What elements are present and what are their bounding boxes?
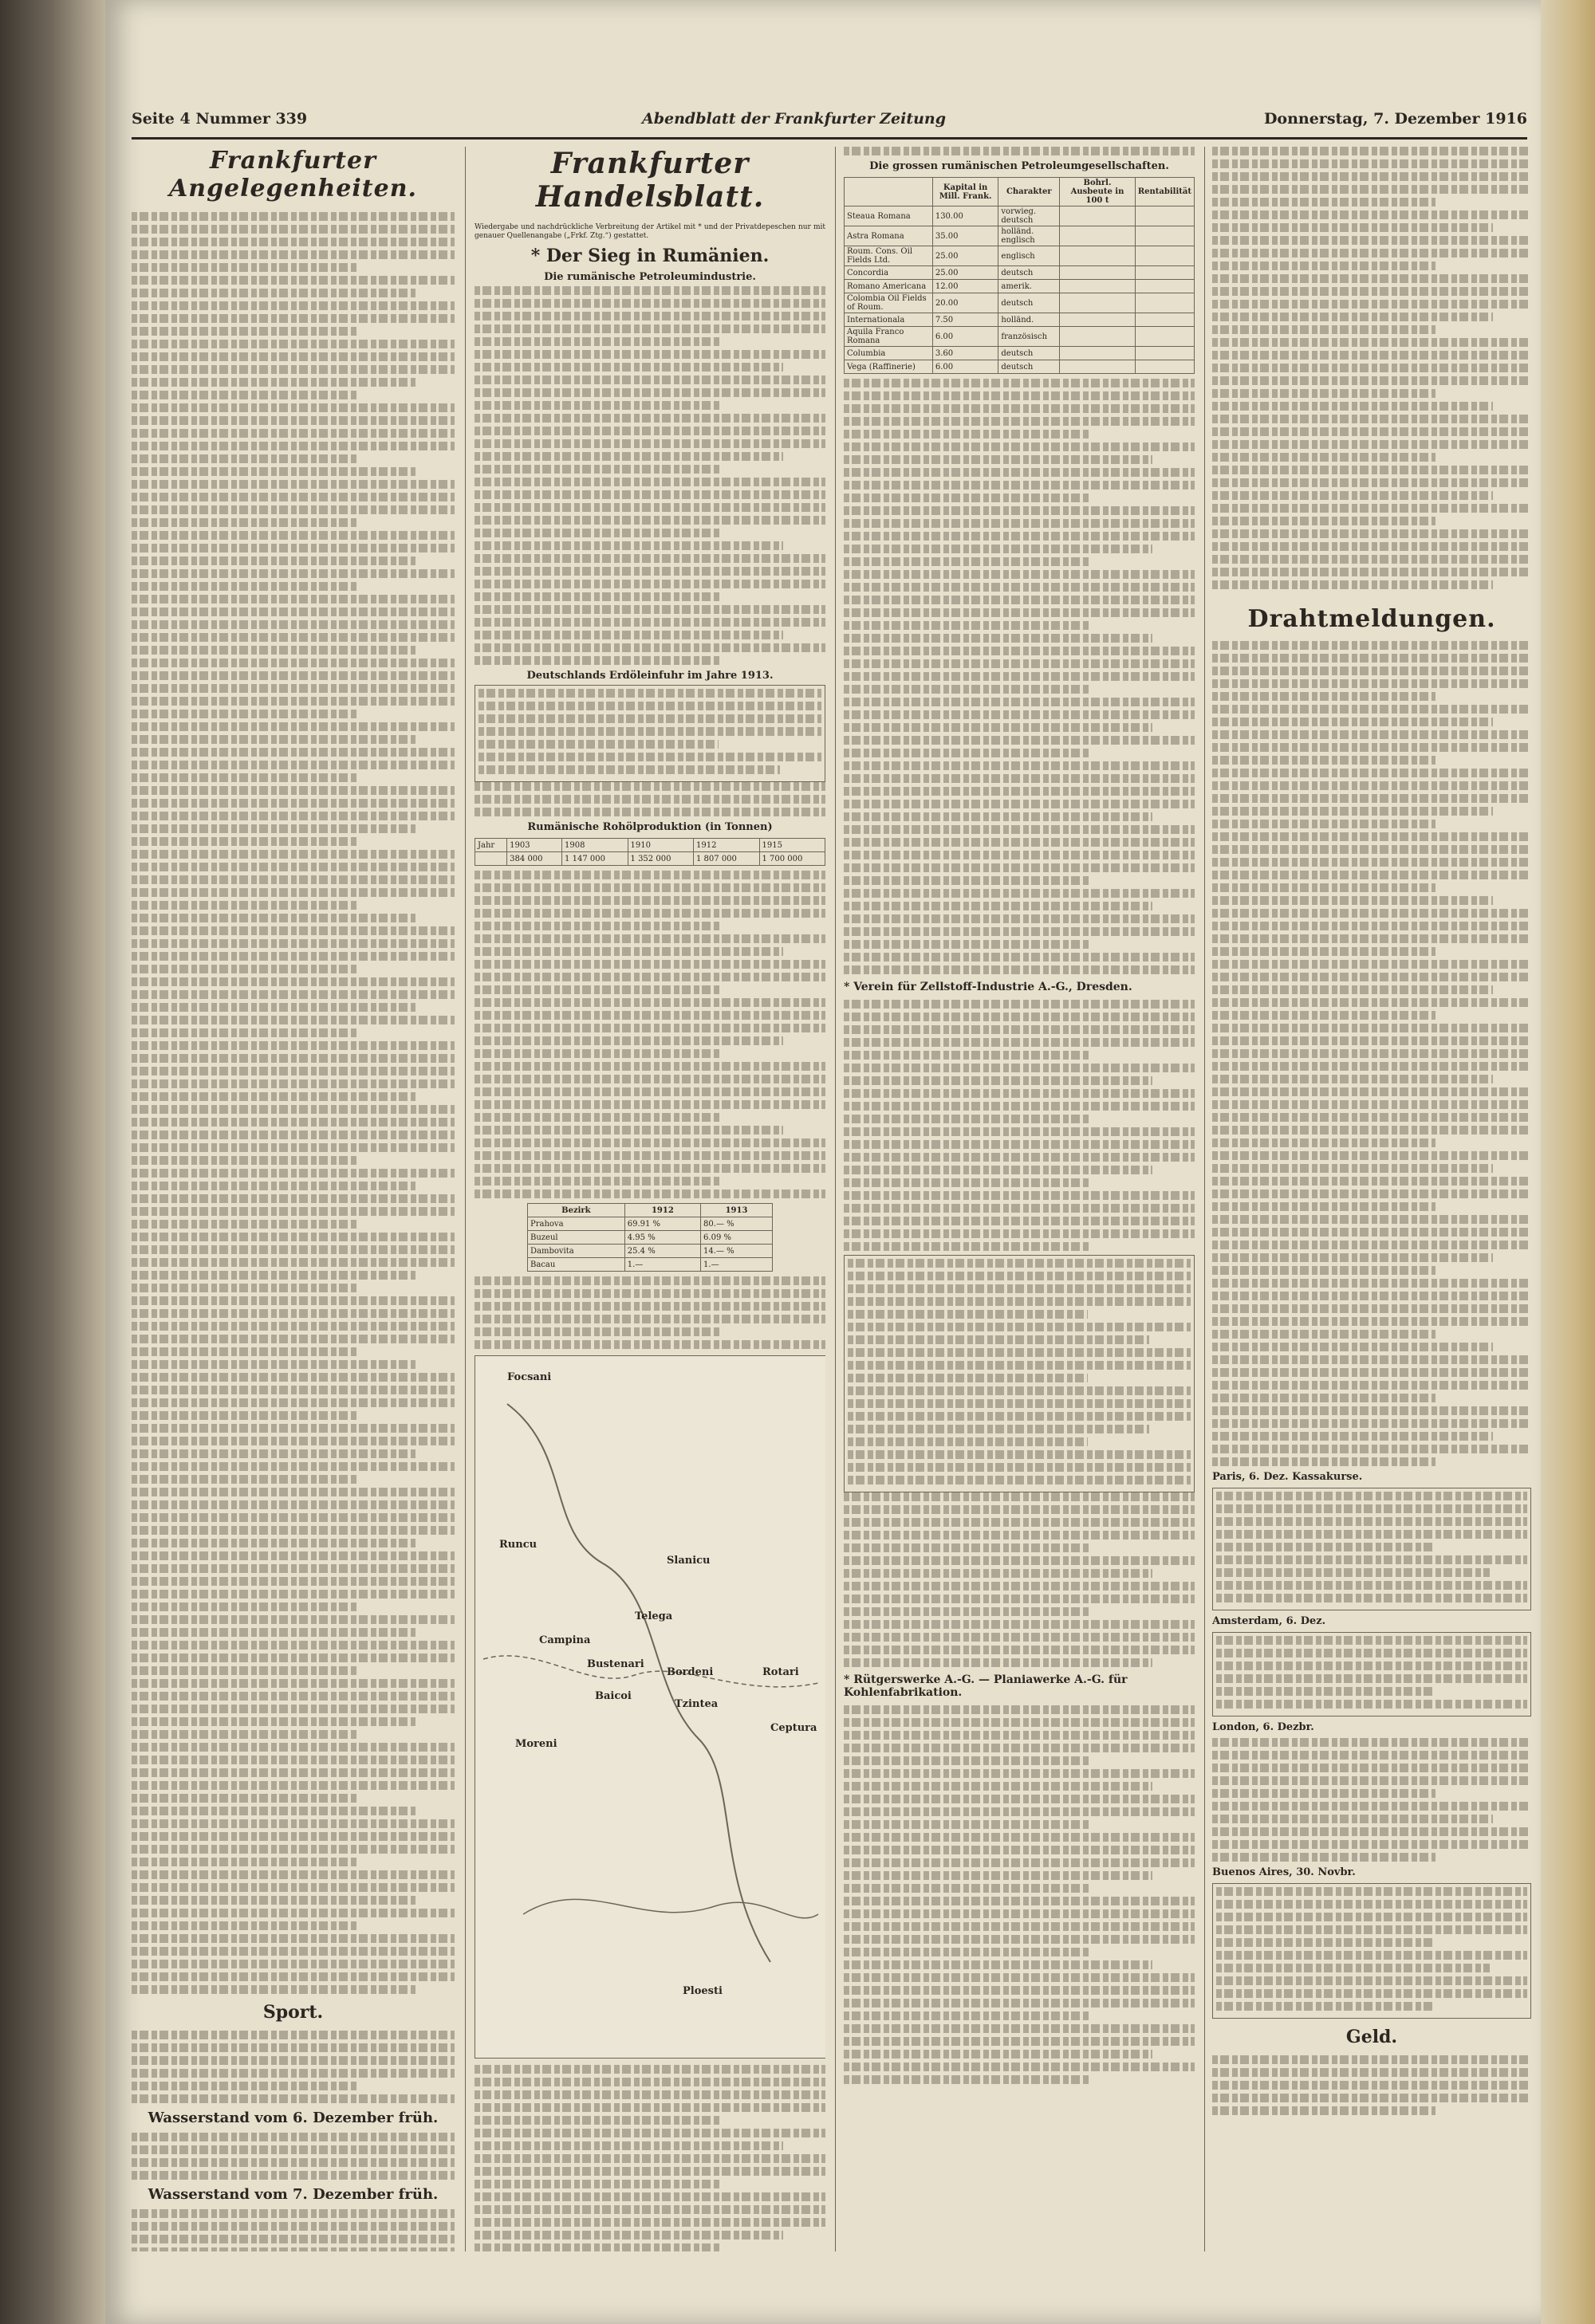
company-type: französisch [998, 327, 1060, 347]
table-title-companies: Die grossen rumänischen Petroleumgesellschaften. [869, 160, 1169, 172]
amsterdam-heading: Amsterdam, 6. Dez. [1212, 1615, 1326, 1627]
district-table [527, 1203, 773, 1272]
district-cell: 25.4 % [624, 1245, 700, 1258]
district-head: Bezirk [528, 1204, 625, 1217]
article-title-zellstoff: * Verein für Zellstoff-Industrie A.-G., Dresden. [844, 981, 1132, 993]
column-companies [844, 147, 1195, 2251]
table-head: Charakter [998, 178, 1060, 206]
value-cell: 1 352 000 [628, 852, 693, 866]
article-body-3 [844, 1000, 1195, 1251]
company-name: Steaua Romana [845, 206, 933, 226]
section-title-geld: Geld. [1345, 2027, 1398, 2047]
table-cell [1060, 206, 1136, 226]
article-body [1212, 147, 1531, 589]
company-type: holländ. [998, 313, 1060, 327]
imprint [1212, 2055, 1531, 2115]
article-body-5 [475, 2065, 825, 2251]
article-body-2 [475, 782, 825, 816]
article-body-2 [844, 379, 1195, 974]
map-svg [475, 1356, 825, 2058]
district-cell: 80.— % [701, 1217, 773, 1231]
year-cell: 1910 [628, 839, 693, 852]
column-rule [465, 147, 466, 2251]
section-title-sport: Sport. [262, 2002, 324, 2023]
section-title-telegrams: Drahtmeldungen. [1247, 605, 1496, 633]
company-type: deutsch [998, 293, 1060, 313]
page-header [132, 105, 1527, 140]
import-table [475, 685, 825, 782]
company-type: deutsch [998, 266, 1060, 280]
district-cell: 69.91 % [624, 1217, 700, 1231]
map-label: Focsani [507, 1371, 552, 1383]
book-spine [0, 0, 112, 2324]
london-heading: London, 6. Dezbr. [1212, 1721, 1314, 1733]
map-label: Bordeni [667, 1666, 714, 1678]
table-title-import: Deutschlands Erdöleinfuhr im Jahre 1913. [526, 670, 774, 682]
sport-text [132, 2031, 455, 2103]
district-head: 1912 [624, 1204, 700, 1217]
company-name: Romano Americana [845, 280, 933, 293]
company-type: deutsch [998, 347, 1060, 360]
district-cell: 14.— % [701, 1245, 773, 1258]
map-label: Rotari [762, 1666, 799, 1678]
telegram-body [1212, 641, 1531, 1466]
table-cell [1135, 266, 1194, 280]
map-label: Moreni [515, 1738, 557, 1750]
table-cell [1135, 313, 1194, 327]
map-label: Telega [635, 1610, 673, 1622]
year-header: Jahr [475, 839, 507, 852]
district-head: 1913 [701, 1204, 773, 1217]
company-type: deutsch [998, 360, 1060, 374]
district-cell: 1.— [701, 1258, 773, 1272]
article-body-5 [844, 1705, 1195, 2084]
header-masthead: Abendblatt der Frankfurter Zeitung [642, 110, 947, 128]
map-label: Slanicu [667, 1555, 711, 1567]
company-name: Concordia [845, 266, 933, 280]
value-cell: 1 700 000 [759, 852, 825, 866]
article-body [844, 147, 1195, 155]
table-cell [1060, 266, 1136, 280]
company-capital: 25.00 [932, 266, 998, 280]
table-cell [1135, 226, 1194, 246]
article-body-4 [475, 1276, 825, 1349]
table-cell [1060, 360, 1136, 374]
table-cell [1135, 246, 1194, 266]
buenos-heading: Buenos Aires, 30. Novbr. [1212, 1866, 1356, 1878]
company-name: Astra Romana [845, 226, 933, 246]
reprint-notice: Wiedergabe und nachdrückliche Verbreitung der Artikel mit * und der Privatdepeschen nur mit genauer Quellenangabe („Frkf. Ztg.“) gestattet. [475, 223, 825, 240]
river-line-2 [523, 1899, 818, 1917]
table-head: Bohrl. Ausbeute in 100 t [1060, 178, 1136, 206]
table-cell [1135, 327, 1194, 347]
map-label: Campina [539, 1634, 591, 1646]
year-cell: 1908 [562, 839, 628, 852]
column-rule [1204, 147, 1205, 2251]
company-name: Colombia Oil Fields of Roum. [845, 293, 933, 313]
company-name: Aquila Franco Romana [845, 327, 933, 347]
article-title-rutgers: * Rütgerswerke A.-G. — Planiawerke A.-G. für Kohlenfabrikation. [844, 1673, 1128, 1699]
amsterdam-table [1212, 1632, 1531, 1716]
district-cell: Bacau [528, 1258, 625, 1272]
table-cell [1135, 293, 1194, 313]
table-cell [1060, 313, 1136, 327]
water-title-2: Wasserstand vom 7. Dezember früh. [148, 2186, 439, 2203]
water-table-2 [132, 2209, 455, 2251]
table-cell [1060, 327, 1136, 347]
district-cell: Buzeul [528, 1231, 625, 1245]
company-capital: 130.00 [932, 206, 998, 226]
table-cell [1135, 360, 1194, 374]
london-body [1212, 1738, 1531, 1862]
table-cell [1060, 226, 1136, 246]
value-cell: 384 000 [507, 852, 562, 866]
company-name: Roum. Cons. Oil Fields Ltd. [845, 246, 933, 266]
table-cell [1135, 347, 1194, 360]
section-title-trade: Frankfurter Handelsblatt. [535, 147, 765, 214]
paris-table [1212, 1488, 1531, 1610]
company-type: englisch [998, 246, 1060, 266]
header-date: Donnerstag, 7. Dezember 1916 [1263, 110, 1527, 128]
column-rule [835, 147, 836, 2251]
map-label: Runcu [499, 1539, 538, 1551]
company-name: Internationala [845, 313, 933, 327]
table-cell [1060, 280, 1136, 293]
company-capital: 20.00 [932, 293, 998, 313]
body-text [132, 212, 455, 1994]
company-capital: 12.00 [932, 280, 998, 293]
buenos-table [1212, 1883, 1531, 2019]
map-label: Ploesti [683, 1985, 723, 1997]
column-trade [475, 147, 825, 2251]
table-cell [1060, 246, 1136, 266]
year-cell: 1915 [759, 839, 825, 852]
company-name: Columbia [845, 347, 933, 360]
company-capital: 3.60 [932, 347, 998, 360]
article-subtitle: Die rumänische Petroleumindustrie. [544, 271, 756, 283]
company-type: holländ. englisch [998, 226, 1060, 246]
column-local-news [132, 147, 455, 2251]
district-cell: 4.95 % [624, 1231, 700, 1245]
water-table-1 [132, 2133, 455, 2180]
article-body-4 [844, 1492, 1195, 1667]
paris-heading: Paris, 6. Dez. Kassakurse. [1212, 1471, 1363, 1483]
company-type: amerik. [998, 280, 1060, 293]
production-table [475, 838, 825, 866]
map-label: Baicoi [595, 1690, 632, 1702]
map-label: Tzintea [675, 1698, 719, 1710]
year-cell: 1903 [507, 839, 562, 852]
table-head: Kapital in Mill. Frank. [932, 178, 998, 206]
article-title-victory: * Der Sieg in Rumänien. [530, 246, 770, 266]
oil-field-map [475, 1355, 825, 2059]
company-capital: 7.50 [932, 313, 998, 327]
table-cell [1135, 280, 1194, 293]
water-title-1: Wasserstand vom 6. Dezember früh. [148, 2110, 439, 2126]
balance-table [844, 1255, 1195, 1492]
column-telegrams [1212, 147, 1531, 2251]
table-cell [1135, 206, 1194, 226]
company-capital: 25.00 [932, 246, 998, 266]
value-cell: 1 807 000 [694, 852, 759, 866]
table-cell [1060, 347, 1136, 360]
article-body-3 [475, 871, 825, 1198]
river-line [507, 1404, 770, 1962]
table-head: Rentabilität [1135, 178, 1194, 206]
map-label: Ceptura [770, 1722, 817, 1734]
page-edge [1541, 0, 1595, 2324]
value-label [475, 852, 507, 866]
company-type: vorwieg. deutsch [998, 206, 1060, 226]
district-cell: Prahova [528, 1217, 625, 1231]
company-capital: 6.00 [932, 327, 998, 347]
header-page-number: Seite 4 Nummer 339 [132, 110, 308, 128]
map-label: Bustenari [587, 1658, 644, 1670]
district-cell: Dambovita [528, 1245, 625, 1258]
district-cell: 6.09 % [701, 1231, 773, 1245]
year-cell: 1912 [694, 839, 759, 852]
company-capital: 6.00 [932, 360, 998, 374]
table-title-production: Rumänische Rohölproduktion (in Tonnen) [527, 821, 773, 833]
article-body [475, 286, 825, 665]
district-cell: 1.— [624, 1258, 700, 1272]
table-head [845, 178, 933, 206]
company-capital: 35.00 [932, 226, 998, 246]
table-cell [1060, 293, 1136, 313]
companies-table [844, 177, 1195, 374]
value-cell: 1 147 000 [562, 852, 628, 866]
company-name: Vega (Raffinerie) [845, 360, 933, 374]
section-title-local: Frankfurter Angelegenheiten. [168, 147, 417, 203]
